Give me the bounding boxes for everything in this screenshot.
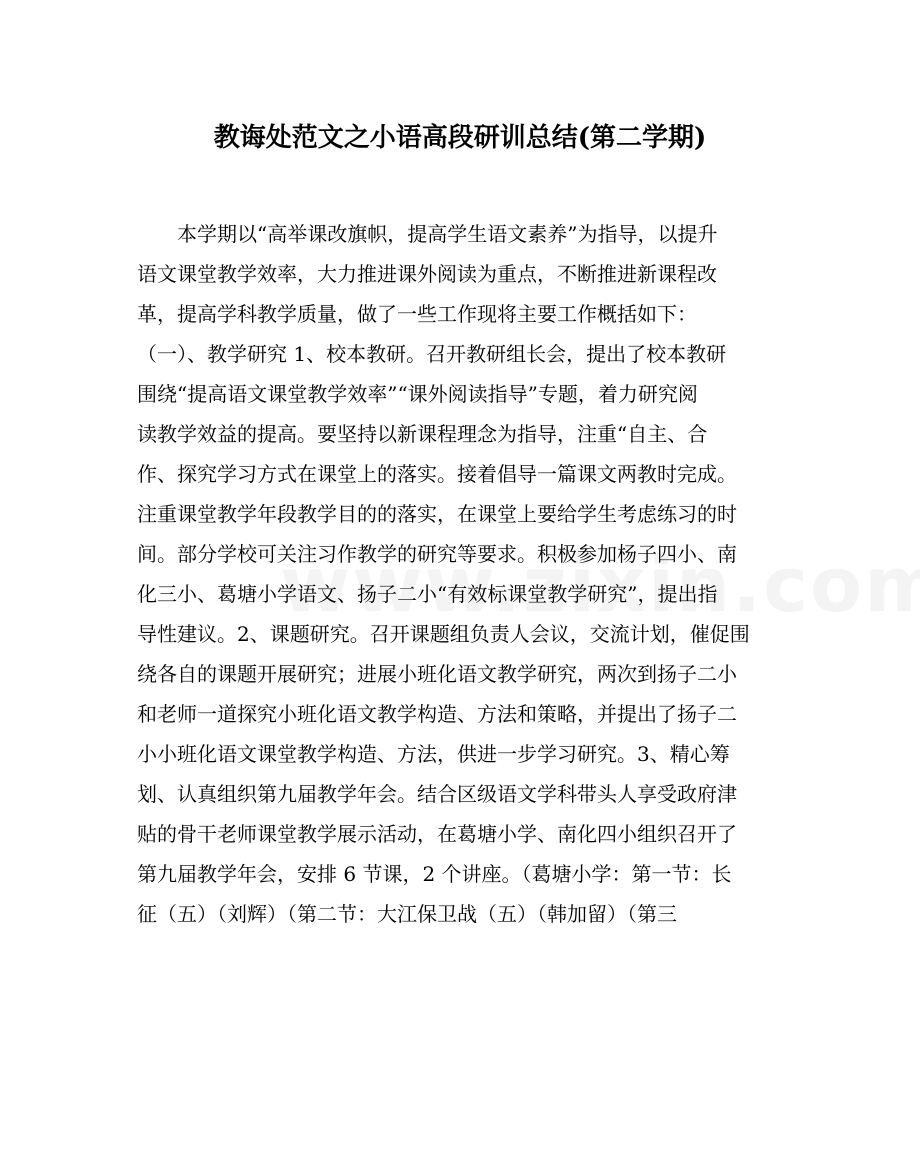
paragraph-line: 划、认真组织第九届教学年会。结合区级语文学科带头人享受政府津 [137,782,737,806]
paragraph-line: 注重课堂教学年段教学目的的落实，在课堂上要给学生考虑练习的时 [137,502,737,526]
paragraph-line: （一）、教学研究 1、校本教研。召开教研组长会，提出了校本教研 [137,342,727,366]
paragraph-line: 导性建议。2、课题研究。召开课题组负责人会议，交流计划，催促围 [137,622,750,646]
paragraph-line: 征（五）（刘辉）（第二节：大江保卫战（五）（韩加留）（第三 [137,902,677,926]
paragraph-line: 第九届教学年会，安排 6 节课，2 个讲座。（葛塘小学：第一节：长 [137,862,732,886]
paragraph-line: 和老师一道探究小班化语文教学构造、方法和策略，并提出了扬子二 [137,702,737,726]
paragraph-line: 贴的骨干老师课堂教学展示活动，在葛塘小学、南化四小组织召开了 [137,822,737,846]
paragraph-line: 作、探究学习方式在课堂上的落实。接着倡导一篇课文两教时完成。 [137,462,737,486]
paragraph-line: 语文课堂教学效率，大力推进课外阅读为重点，不断推进新课程改 [137,262,717,286]
paragraph-line: 小小班化语文课堂教学构造、方法，供进一步学习研究。3、精心筹 [137,742,730,766]
paragraph-line: 革，提高学科教学质量，做了一些工作现将主要工作概括如下： [137,302,697,326]
paragraph-line: 读教学效益的提高。要坚持以新课程理念为指导，注重“自主、合 [137,422,708,446]
paragraph-line: 本学期以“高举课改旗帜，提高学生语文素养”为指导，以提升 [177,222,718,246]
paragraph-line: 化三小、葛塘小学语文、扬子二小“有效标课堂教学研究”，提出指 [137,582,718,606]
document-title: 教诲处范文之小语高段研训总结(第二学期) [213,123,707,153]
paragraph-line: 绕各自的课题开展研究；进展小班化语文教学研究，两次到扬子二小 [137,662,737,686]
paragraph-line: 围绕“提高语文课堂教学效率”“课外阅读指导”专题，着力研究阅 [137,382,698,406]
paragraph-line: 间。部分学校可关注习作教学的研究等要求。积极参加杨子四小、南 [137,542,737,566]
